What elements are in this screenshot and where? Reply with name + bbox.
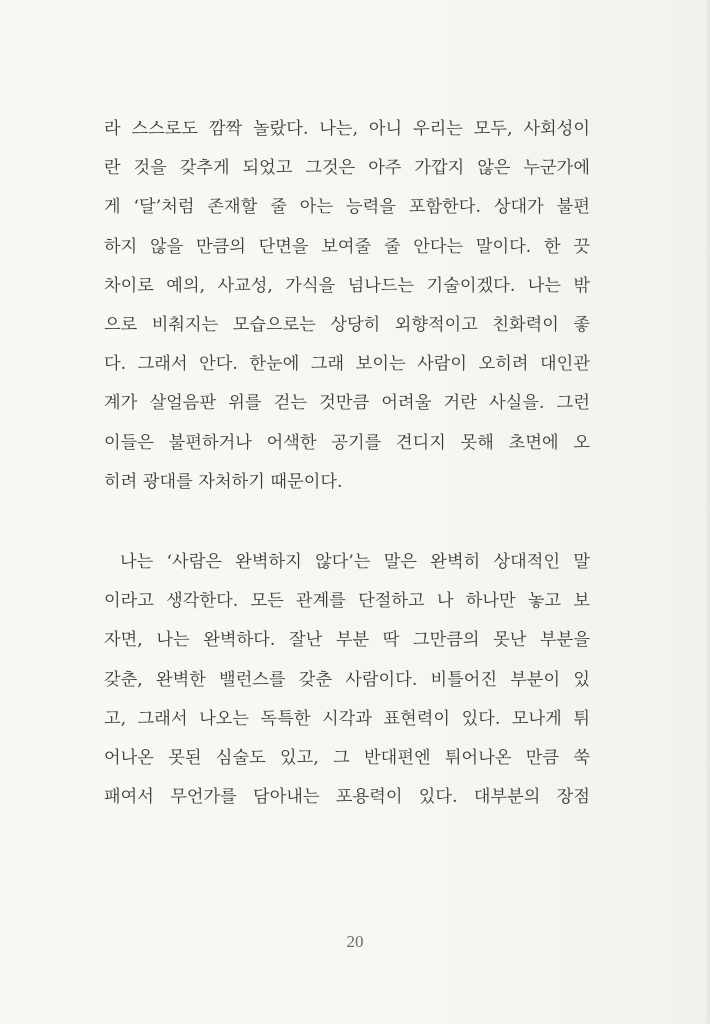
- text-line: 패여서 무언가를 담아내는 포용력이 있다. 대부분의 장점: [104, 787, 590, 808]
- text-line: 계가 살얼음판 위를 걷는 것만큼 어려울 거란 사실을. 그런: [104, 393, 590, 414]
- text-line: 이들은 불편하거나 어색한 공기를 견디지 못해 초면에 오: [104, 432, 590, 453]
- text-line: 라 스스로도 깜짝 놀랐다. 나는, 아니 우리는 모두, 사회성이: [104, 119, 590, 139]
- text-line: 란 것을 갖추게 되었고 그것은 아주 가깝지 않은 누군가에: [104, 158, 590, 179]
- text-line: 차이로 예의, 사교성, 가식을 넘나드는 기술이겠다. 나는 밖: [104, 275, 590, 296]
- text-line: 갖춘, 완벽한 밸런스를 갖춘 사람이다. 비틀어진 부분이 있: [104, 669, 590, 690]
- paragraph-2: [104, 543, 590, 817]
- text-line: 고, 그래서 나오는 독특한 시각과 표현력이 있다. 모나게 튀: [104, 708, 590, 729]
- text-line: 하지 않을 만큼의 단면을 보여줄 줄 안다는 말이다. 한 끗: [104, 236, 590, 257]
- text-line: 게 ‘달’처럼 존재할 줄 아는 능력을 포함한다. 상대가 불편: [104, 197, 590, 218]
- text-line: 히려 광대를 자처하기 때문이다.: [104, 471, 343, 492]
- text-line: 이라고 생각한다. 모든 관계를 단절하고 나 하나만 놓고 보: [104, 591, 590, 612]
- text-line: 으로 비춰지는 모습으로는 상당히 외향적이고 친화력이 좋: [104, 314, 590, 335]
- text-line: 자면, 나는 완벽하다. 잘난 부분 딱 그만큼의 못난 부분을: [104, 630, 590, 651]
- text-line: 어나온 못된 심술도 있고, 그 반대편엔 튀어나온 만큼 쑥: [104, 747, 590, 768]
- page-number: 20: [346, 932, 364, 951]
- paragraph-1: [104, 110, 590, 502]
- text-line: 나는 ‘사람은 완벽하지 않다’는 말은 완벽히 상대적인 말: [120, 552, 590, 572]
- text-line: 다. 그래서 안다. 한눈에 그래 보이는 사람이 오히려 대인관: [104, 354, 590, 375]
